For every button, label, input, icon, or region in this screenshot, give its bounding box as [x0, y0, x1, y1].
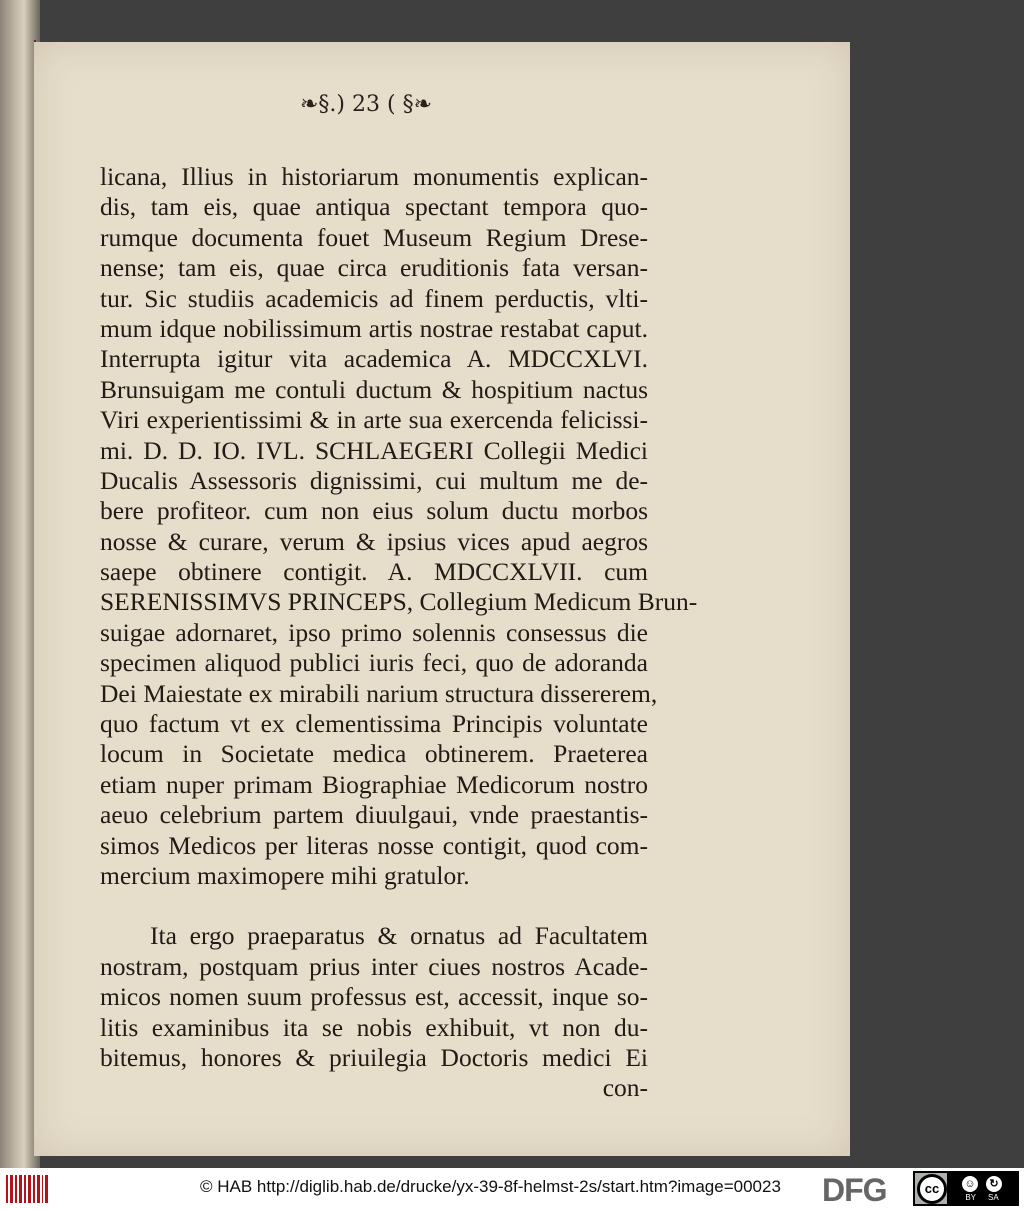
text-line: Brunsuigam me contuli ductum & hospitium nactus [100, 374, 648, 404]
cc-attribution-panel [947, 1173, 1017, 1204]
text-line: specimen aliquod publici iuris feci, quo de adoranda [100, 648, 648, 678]
text-line: litis examinibus ita se nobis exhibuit, vt non du- [100, 1012, 648, 1042]
text-line: SERENISSIMVS PRINCEPS, Collegium Medicum Brun- [100, 587, 698, 617]
text-line: aeuo celebrium partem diuulgaui, vnde praestantis- [100, 800, 648, 830]
text-line: Viri experientissimi & in arte sua exercenda felicissi- [100, 405, 648, 435]
cc-by-sa-license-badge[interactable] [913, 1171, 1019, 1206]
text-line: simos Medicos per literas nosse contigit, quod com- [100, 830, 648, 860]
text-line: mi. D. D. IO. IVL. SCHLAEGERI Collegii Medici [100, 435, 648, 465]
hab-barcode-icon [6, 1175, 48, 1203]
page-text [100, 162, 698, 1104]
text-line: Interrupta igitur vita academica A. MDCCXLVI. [100, 344, 648, 374]
text-line: micos nomen suum professus est, accessit, inque so- [100, 982, 648, 1012]
text-line: dis, tam eis, quae antiqua spectant tempora quo- [100, 192, 648, 222]
text-line: nense; tam eis, quae circa eruditionis fata versan- [100, 253, 648, 283]
text-line: suigae adornaret, ipso primo solennis consessus die [100, 617, 648, 647]
person-icon: ☺ [962, 1176, 978, 1192]
dfg-logo: DFG [822, 1172, 887, 1208]
text-line: licana, Illius in historiarum monumentis explican- [100, 162, 648, 191]
text-line: nostram, postquam prius inter ciues nostros Acade- [100, 951, 648, 981]
share-alike-icon: ↻ [986, 1176, 1002, 1192]
text-line: saepe obtinere contigit. A. MDCCXLVII. cum [100, 557, 648, 587]
text-line: rumque documenta fouet Museum Regium Drese- [100, 222, 648, 252]
footer-bar [0, 1168, 1024, 1209]
text-line: bitemus, honores & priuilegia Doctoris medici Ei [100, 1042, 648, 1072]
text-line: locum in Societate medica obtinerem. Praeterea [100, 739, 648, 769]
text-line: mum idque nobilissimum artis nostrae restabat caput. [100, 313, 648, 343]
text-line: etiam nuper primam Biographiae Medicorum nostro [100, 769, 648, 799]
text-line: quo factum vt ex clementissima Principis voluntate [100, 709, 648, 739]
text-line: Ita ergo praeparatus & ornatus ad Facultatem [150, 921, 648, 951]
text-line: tur. Sic studiis academicis ad finem perductis, vlti- [100, 283, 648, 313]
text-line: Dei Maiestate ex mirabili narium structura dissererem, [100, 678, 658, 708]
creative-commons-icon: cc [917, 1174, 947, 1204]
page-header: ❧§.) 23 ( §❧ [300, 92, 432, 117]
text-line: nosse & curare, verum & ipsius vices apud aegros [100, 526, 648, 556]
text-line: mercium maximopere mihi gratulor. [100, 860, 470, 890]
sa-label: SA [988, 1192, 999, 1202]
copyright-link[interactable]: © HAB http://diglib.hab.de/drucke/yx-39-8f-helmst-2s/start.htm?image=00023 [200, 1177, 781, 1196]
by-label: BY [965, 1192, 976, 1202]
catchword: con- [602, 1073, 648, 1103]
text-line: bere profiteor. cum non eius solum ductu morbos [100, 496, 648, 526]
text-line: Ducalis Assessoris dignissimi, cui multum me de- [100, 465, 648, 495]
